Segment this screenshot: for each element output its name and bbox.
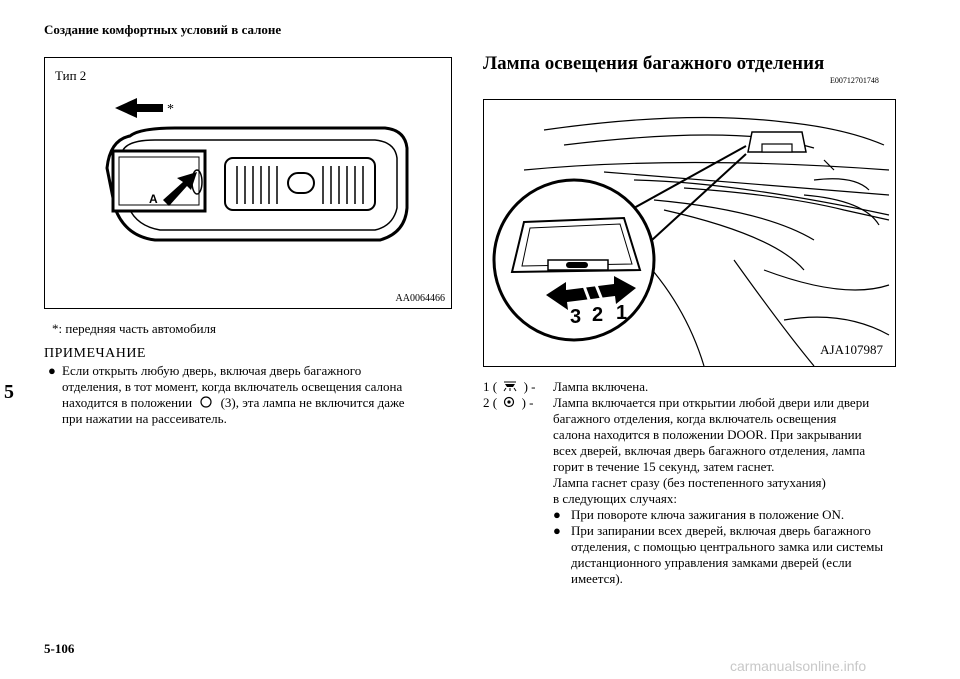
marker-a: A	[149, 192, 158, 206]
figure-footnote: *: передняя часть автомобиля	[52, 321, 217, 336]
off-position-circle-icon	[199, 396, 213, 408]
front-direction-arrow	[115, 98, 163, 118]
position-1-label: 1	[616, 302, 628, 324]
note-line-4: при нажатии на рассеиватель.	[62, 411, 227, 426]
note-body	[48, 363, 452, 427]
figure-type-label: Тип 2	[55, 68, 87, 83]
note-bullet: ●	[48, 363, 56, 378]
sub-bullet-2: ● При запирании всех дверей, включая дверь багажного отделения, с помощью центрального замка или системы дистанционного управления замками дверей (если имеется).	[553, 523, 884, 586]
position-2-label: 2	[592, 304, 604, 326]
lamp-switch-illustration	[45, 58, 451, 308]
note-line-3: находится в положении (3), эта лампа не включится даже	[62, 395, 405, 410]
legend-item-2-text: Лампа включается при открытии любой двери или двери багажного отделения, когда включатель освещения салона находится в положении DOOR. При закрывании всех дверей, включая дверь багажного отделения, лампа горит в течение 15 секунд, затем гаснет. Лампа гаснет сразу (без постепенного затухания) в следующих случаях:	[553, 395, 870, 506]
section-title: Лампа освещения багажного отделения	[483, 53, 825, 74]
figure-code: AA0064466	[395, 293, 445, 304]
photo-code: AJA107987	[820, 342, 883, 357]
door-position-icon	[502, 396, 516, 408]
legend-item-1-text: Лампа включена.	[553, 379, 649, 394]
front-marker-star: *	[167, 102, 174, 117]
page-number: 5-106	[44, 641, 75, 656]
legend-sub-bullets	[531, 507, 897, 587]
legend-item-1: 1 ( ) - Лампа включена.	[483, 379, 898, 395]
cargo-lamp-illustration	[484, 100, 895, 366]
note-title: ПРИМЕЧАНИЕ	[44, 346, 146, 361]
note-line-2: отделения, в тот момент, когда включатель освещения салона	[62, 379, 403, 394]
sub-bullet-1: ● При повороте ключа зажигания в положение ON.	[553, 507, 845, 522]
lamp-switch-figure	[44, 57, 452, 309]
cargo-lamp-figure	[483, 99, 896, 367]
page-header: Создание комфортных условий в салоне	[44, 22, 282, 37]
lamp-on-icon	[502, 380, 518, 392]
position-legend	[483, 379, 898, 587]
section-code: E00712701748	[830, 76, 879, 85]
note-line-1: Если открыть любую дверь, включая дверь багажного	[62, 363, 362, 378]
chapter-number: 5	[4, 381, 14, 403]
position-3-label: 3	[570, 306, 582, 328]
watermark: carmanualsonline.info	[730, 658, 867, 674]
legend-item-2: 2 ( ) - Лампа включается при открытии любой двери или двери багажного отделения, когда включатель освещения салона находится в положении DOOR. При закрывании всех дверей, включая дверь багажного отделения, лампа горит в течение 15 секунд, затем гаснет. Лампа гаснет сразу (без постепенного затухания) в следующих случаях:	[483, 395, 898, 507]
